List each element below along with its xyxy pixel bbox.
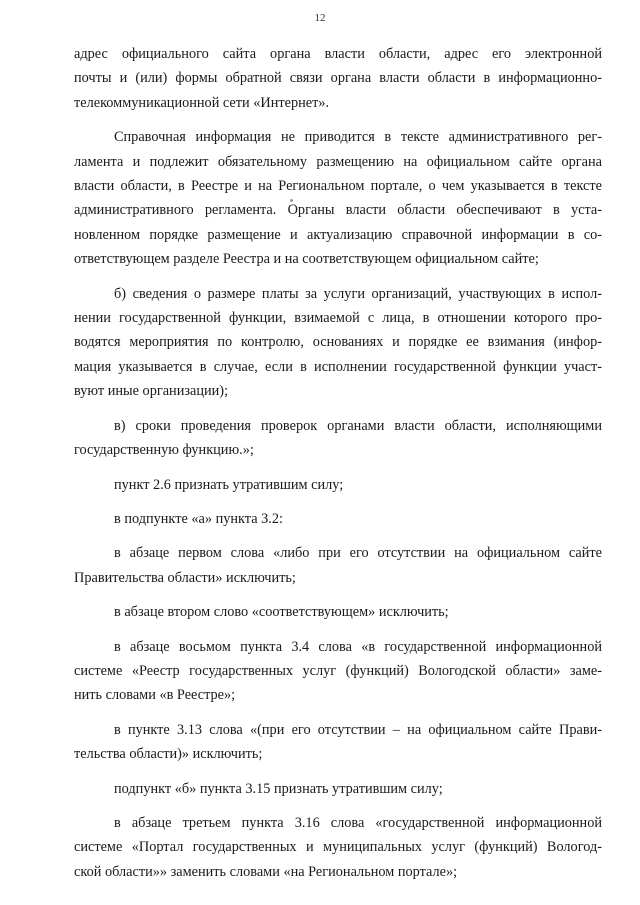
paragraph-gap xyxy=(74,801,602,811)
paragraph xyxy=(74,718,602,767)
paragraph-gap xyxy=(74,497,602,507)
paragraph-line: почты и (или) формы обратной связи органа власти области в информационно- xyxy=(74,70,602,87)
paragraph-gap xyxy=(74,531,602,541)
paragraph-line: в абзаце первом слова «либо при его отсутствии на официальном сайте xyxy=(114,545,602,562)
paragraph-line: системе «Портал государственных и муниципальных услуг (функций) Вологод- xyxy=(74,839,602,856)
paragraph-line: в абзаце третьем пункта 3.16 слова «государственной информационной xyxy=(114,814,602,831)
paragraph-line: подпункт «б» пункта 3.15 признать утратившим силу; xyxy=(114,780,443,797)
paragraph-line: водятся мероприятия по контролю, основаниях и порядке ее взимания (инфор- xyxy=(74,334,602,351)
paragraph-line: телекоммуникационной сети «Интернет». xyxy=(74,94,330,111)
paragraph-line: адрес официального сайта органа власти области, адрес его электронной xyxy=(74,46,602,62)
paragraph-gap xyxy=(74,708,602,718)
paragraph-gap xyxy=(74,590,602,600)
paragraph-gap xyxy=(74,272,602,282)
paragraph-line: нении государственной функции, взимаемой с лица, в отношении которого про- xyxy=(74,310,602,327)
paragraph-line: новленном порядке размещение и актуализацию справочной информации в со- xyxy=(74,226,602,243)
paragraph xyxy=(74,414,602,463)
paragraph-line: власти области, в Реестре и на Региональном портале, о чем указывается в тексте xyxy=(74,178,602,195)
paragraph-line: в абзаце втором слово «соответствующем» исключить; xyxy=(114,604,449,621)
paragraph-line: нить словами «в Реестре»; xyxy=(74,687,236,704)
document-body xyxy=(74,42,602,884)
paragraph xyxy=(74,635,602,708)
paragraph xyxy=(74,811,602,884)
paragraph xyxy=(74,282,602,404)
paragraph-line: пункт 2.6 признать утратившим силу; xyxy=(114,476,344,493)
paragraph xyxy=(74,42,602,115)
paragraph xyxy=(74,473,602,497)
paragraph-gap xyxy=(74,625,602,635)
paragraph-line: государственную функцию.»; xyxy=(74,442,254,459)
paragraph-gap xyxy=(74,115,602,125)
paragraph-line: системе «Реестр государственных услуг (функций) Вологодской области» заме- xyxy=(74,662,602,679)
paragraph-line: ламента и подлежит обязательному размещению на официальном сайте органа xyxy=(74,153,602,170)
paragraph-line: мация указывается в случае, если в исполнении государственной функции участ- xyxy=(74,358,602,375)
paragraph-line: административного регламента. Органы власти области обеспечивают в уста- xyxy=(74,202,602,219)
paragraph-line: в пункте 3.13 слова «(при его отсутствии – на официальном сайте Прави- xyxy=(114,721,602,738)
paragraph xyxy=(74,777,602,801)
paragraph-line: ответствующем разделе Реестра и на соответствующем официальном сайте; xyxy=(74,251,539,268)
paragraph-gap xyxy=(74,767,602,777)
paragraph-line: б) сведения о размере платы за услуги организаций, участвующих в испол- xyxy=(114,285,602,302)
paragraph-line: Справочная информация не приводится в тексте административного рег- xyxy=(114,129,602,146)
page-number: 12 xyxy=(314,12,326,24)
paragraph-line: в абзаце восьмом пункта 3.4 слова «в государственной информационной xyxy=(114,638,602,655)
paragraph-line: в) сроки проведения проверок органами власти области, исполняющими xyxy=(114,417,602,434)
paragraph-gap xyxy=(74,404,602,414)
scan-speck xyxy=(290,199,293,202)
paragraph-gap xyxy=(74,463,602,473)
paragraph xyxy=(74,541,602,590)
paragraph xyxy=(74,507,602,531)
paragraph xyxy=(74,600,602,624)
paragraph-line: Правительства области» исключить; xyxy=(74,569,296,586)
paragraph xyxy=(74,125,602,271)
paragraph-line: вуют иные организации); xyxy=(74,383,229,400)
paragraph-line: ской области»» заменить словами «на Региональном портале»; xyxy=(74,863,458,880)
paragraph-line: тельства области)» исключить; xyxy=(74,746,263,763)
paragraph-line: в подпункте «а» пункта 3.2: xyxy=(114,510,283,527)
